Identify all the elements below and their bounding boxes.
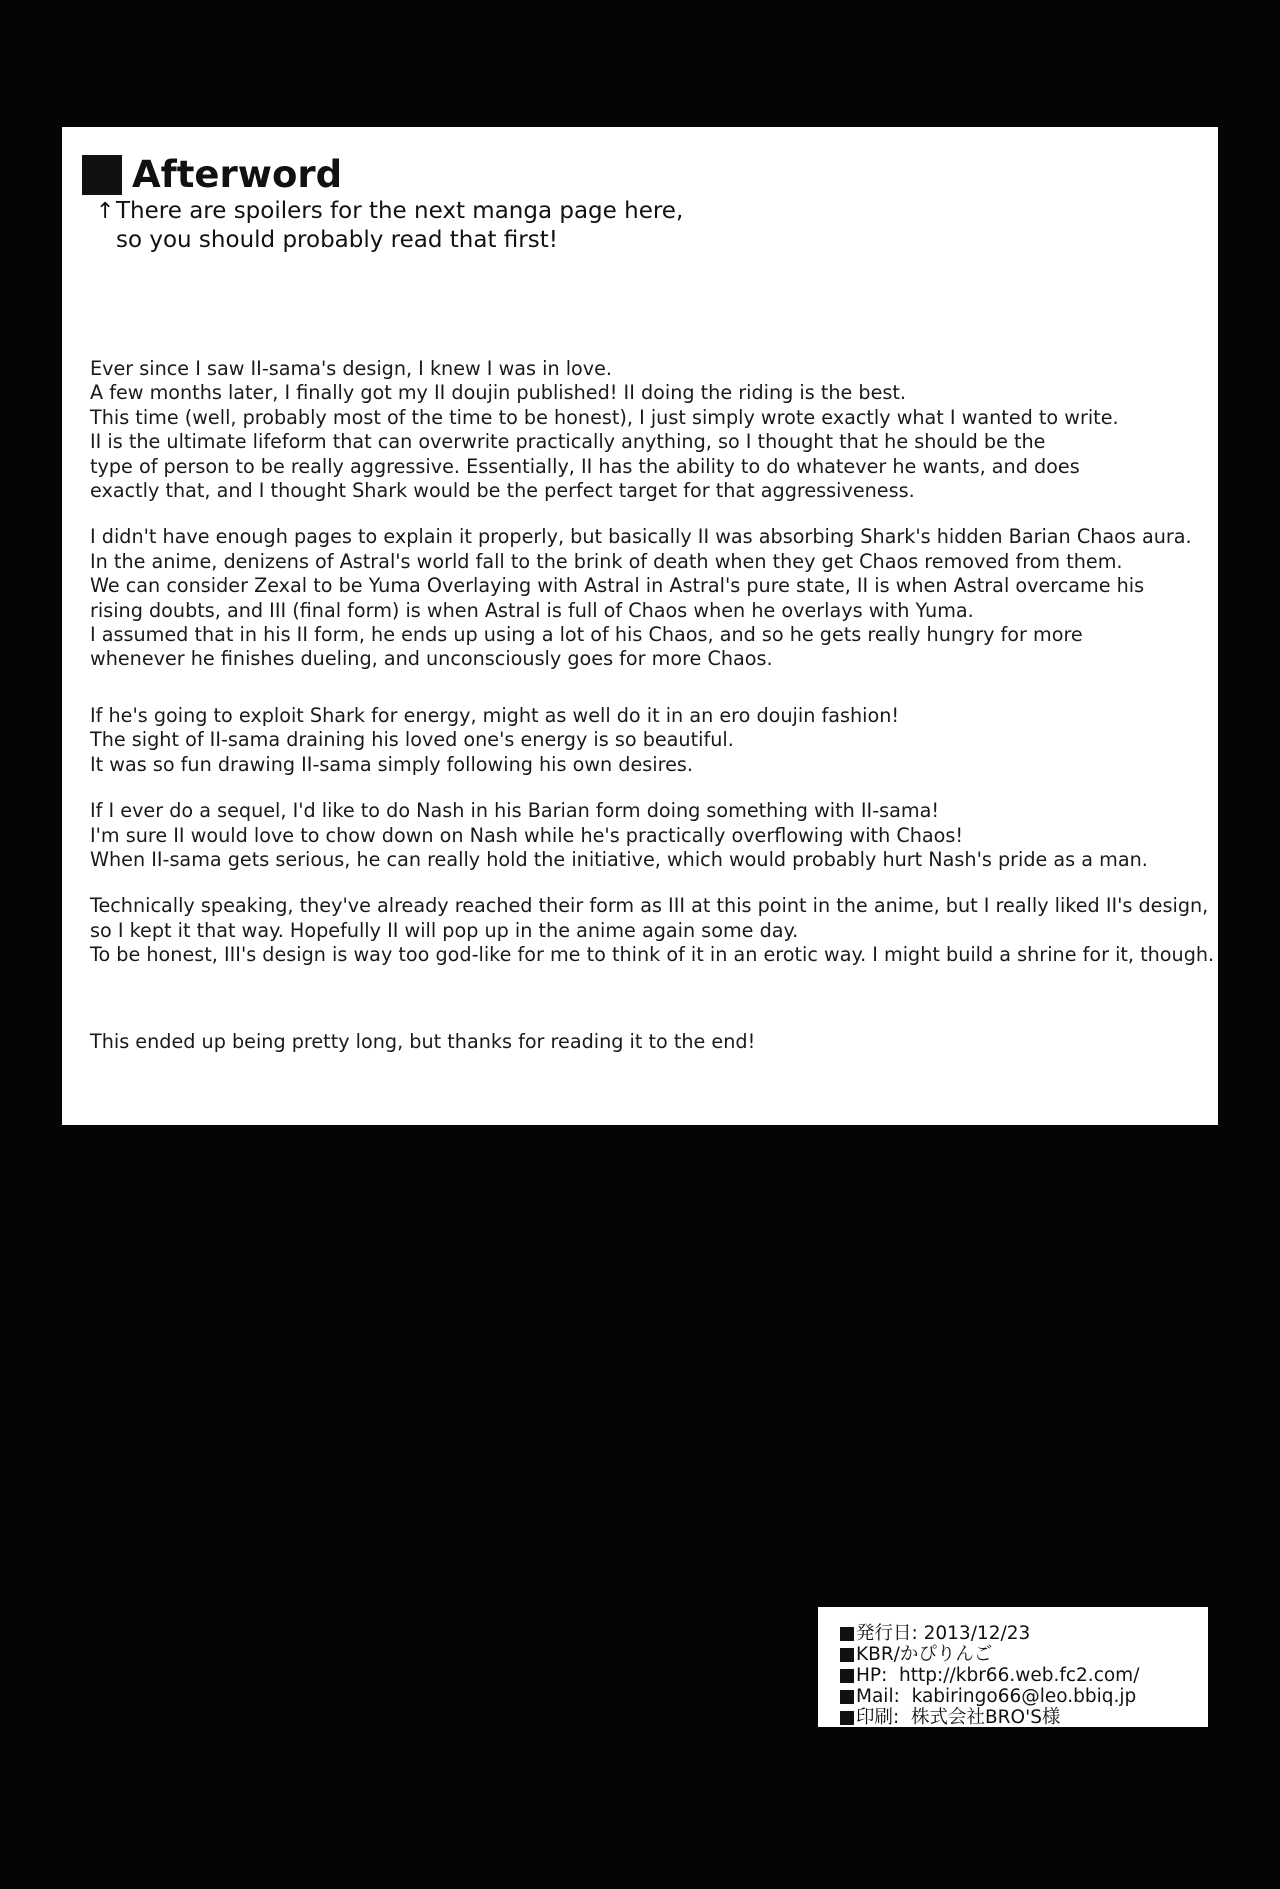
colophon-row [840, 1686, 1208, 1707]
afterword-panel [62, 127, 1218, 1125]
text-line: II is the ultimate lifeform that can overwrite practically anything, so I thought that he should be the [90, 430, 1046, 454]
text-line: We can consider Zexal to be Yuma Overlaying with Astral in Astral's pure state, II is when Astral overcame his [90, 574, 1145, 598]
homepage-url: HP: http://kbr66.web.fc2.com/ [856, 1665, 1140, 1686]
afterword-body [90, 357, 1215, 1054]
text-line: The sight of II-sama draining his loved one's energy is so beautiful. [90, 728, 734, 752]
publish-date: 発行日: 2013/12/23 [856, 1623, 1031, 1644]
spoiler-note-line: There are spoilers for the next manga page here, [116, 198, 684, 224]
text-line: I assumed that in his II form, he ends up using a lot of his Chaos, and so he gets really hungry for more [90, 623, 1083, 647]
text-line: If he's going to exploit Shark for energy, might as well do it in an ero doujin fashion! [90, 703, 900, 727]
text-line: To be honest, III's design is way too god-like for me to think of it in an erotic way. I might build a shrine for it, though. [90, 943, 1215, 967]
afterword-heading [82, 153, 342, 196]
mail-address: Mail: kabiringo66@leo.bbiq.jp [856, 1686, 1137, 1707]
text-line: If I ever do a sequel, I'd like to do Nash in his Barian form doing something with II-sama! [90, 799, 940, 823]
text-line: Technically speaking, they've already reached their form as III at this point in the anime, but I really liked II's design, [90, 894, 1209, 918]
printer-name: 印刷: 株式会社BRO'S様 [856, 1707, 1061, 1728]
spoiler-note [96, 197, 684, 254]
page-title: Afterword [132, 153, 343, 196]
text-line: I didn't have enough pages to explain it properly, but basically II was absorbing Shark's hidden Barian Chaos aura. [90, 525, 1192, 549]
text-line: rising doubts, and III (final form) is when Astral is full of Chaos when he overlays with Yuma. [90, 598, 974, 622]
colophon-row [840, 1665, 1208, 1686]
colophon-row [840, 1707, 1208, 1728]
bullet-square-icon [840, 1627, 854, 1641]
text-line: A few months later, I finally got my II doujin published! II doing the riding is the best. [90, 381, 907, 405]
up-arrow-icon: ↑ [96, 199, 115, 224]
text-line: I'm sure II would love to chow down on Nash while he's practically overflowing with Chaos! [90, 823, 964, 847]
text-line: It was so fun drawing II-sama simply following his own desires. [90, 752, 693, 776]
text-line: Ever since I saw II-sama's design, I knew I was in love. [90, 357, 613, 380]
text-line: This time (well, probably most of the time to be honest), I just simply wrote exactly what I wanted to write. [90, 405, 1119, 429]
bullet-square-icon [840, 1648, 854, 1662]
text-line: exactly that, and I thought Shark would be the perfect target for that aggressiveness. [90, 479, 915, 503]
text-line: This ended up being pretty long, but thanks for reading it to the end! [90, 1029, 756, 1053]
spoiler-note-line: so you should probably read that first! [116, 227, 558, 253]
circle-name: KBR/かぴりんご [856, 1644, 993, 1665]
bullet-square-icon [840, 1669, 854, 1683]
text-line: When II-sama gets serious, he can really hold the initiative, which would probably hurt Nash's pride as a man. [90, 847, 1148, 871]
colophon-box [818, 1607, 1208, 1727]
text-line: type of person to be really aggressive. Essentially, II has the ability to do whatever he wants, and does [90, 454, 1080, 478]
bullet-square-icon [840, 1711, 854, 1725]
text-line: so I kept it that way. Hopefully II will pop up in the anime again some day. [90, 918, 799, 942]
text-line: whenever he finishes dueling, and unconsciously goes for more Chaos. [90, 647, 773, 671]
text-line: In the anime, denizens of Astral's world fall to the brink of death when they get Chaos removed from them. [90, 549, 1123, 573]
heading-square-icon [82, 155, 122, 195]
colophon-row [840, 1623, 1208, 1644]
bullet-square-icon [840, 1690, 854, 1704]
colophon-row [840, 1644, 1208, 1665]
